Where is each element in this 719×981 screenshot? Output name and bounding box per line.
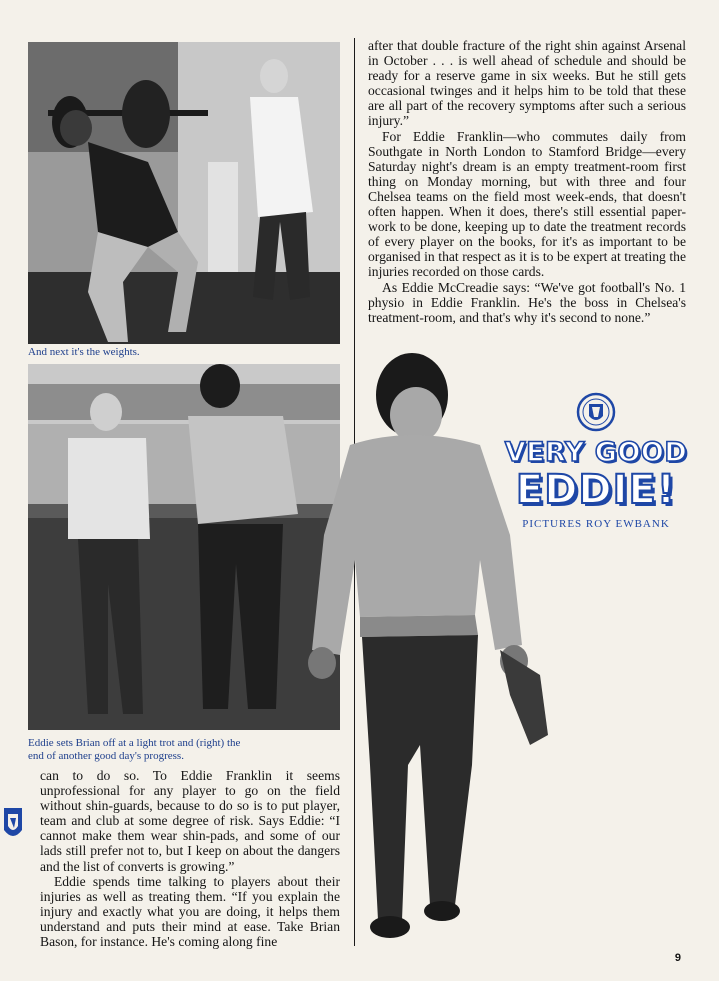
article-paragraph: For Eddie Franklin—who commutes daily from Southgate in North London to Stamford Bridge—every Saturday night's dream is an empty treatment-room first thing on Monday morning, but with three and four Chelsea teams on the field most week-ends, that doesn't often happen. When it does, there's still essential paper-work to be done, keeping up to date the treatment records of every player on the books, for it's as important to be organised in that respect as it is to be expert at treating the injuries recorded on those cards. — [368, 128, 686, 280]
photo-caption-trot-line1: Eddie sets Brian off at a light trot and (right) the — [28, 737, 241, 749]
article-paragraph: can to do so. To Eddie Franklin it seems unprofessional for any player to go on the field without shin-guards, because to do so is to put player, team and club at some degree of risk. Says Eddie: “I cannot make them wear shin-pads, and some of our lads still prefer not to, but I keep on about the dangers and the list of converts is growing.” — [40, 768, 340, 874]
article-paragraph: after that double fracture of the right shin against Arsenal in October . . . is well ahead of schedule and should be ready for a reserve game in six weeks. But he still gets occasional twinges and it helps him to be told that these are all part of the recovery symptoms after such a serious injury.” — [368, 38, 686, 129]
article-paragraph: Eddie spends time talking to players about their injuries as well as treating them. “If you explain the injury and exactly what you are doing, it helps them understand and puts their mind at ease. Take Brian Bason, for instance. He's coming along fine — [40, 873, 340, 950]
headline-very-good: VERY GOOD — [504, 437, 688, 468]
photo-credit: PICTURES ROY EWBANK — [522, 518, 670, 530]
chelsea-crest-icon — [576, 392, 616, 436]
chelsea-crest-icon — [2, 806, 24, 844]
photo-weights-training — [28, 42, 340, 344]
photo-caption-weights: And next it's the weights. — [28, 346, 140, 358]
article-right-column — [368, 38, 686, 325]
headline-eddie: EDDIE! — [515, 467, 677, 513]
article-paragraph: As Eddie McCreadie says: “We've got football's No. 1 physio in Eddie Franklin. He's the boss in Chelsea's treatment-room, and that's why it's second to none.” — [368, 279, 686, 325]
article-title-block — [496, 392, 696, 530]
photo-caption-trot-line2: end of another good day's progress. — [28, 750, 184, 762]
page-number: 9 — [674, 952, 681, 964]
